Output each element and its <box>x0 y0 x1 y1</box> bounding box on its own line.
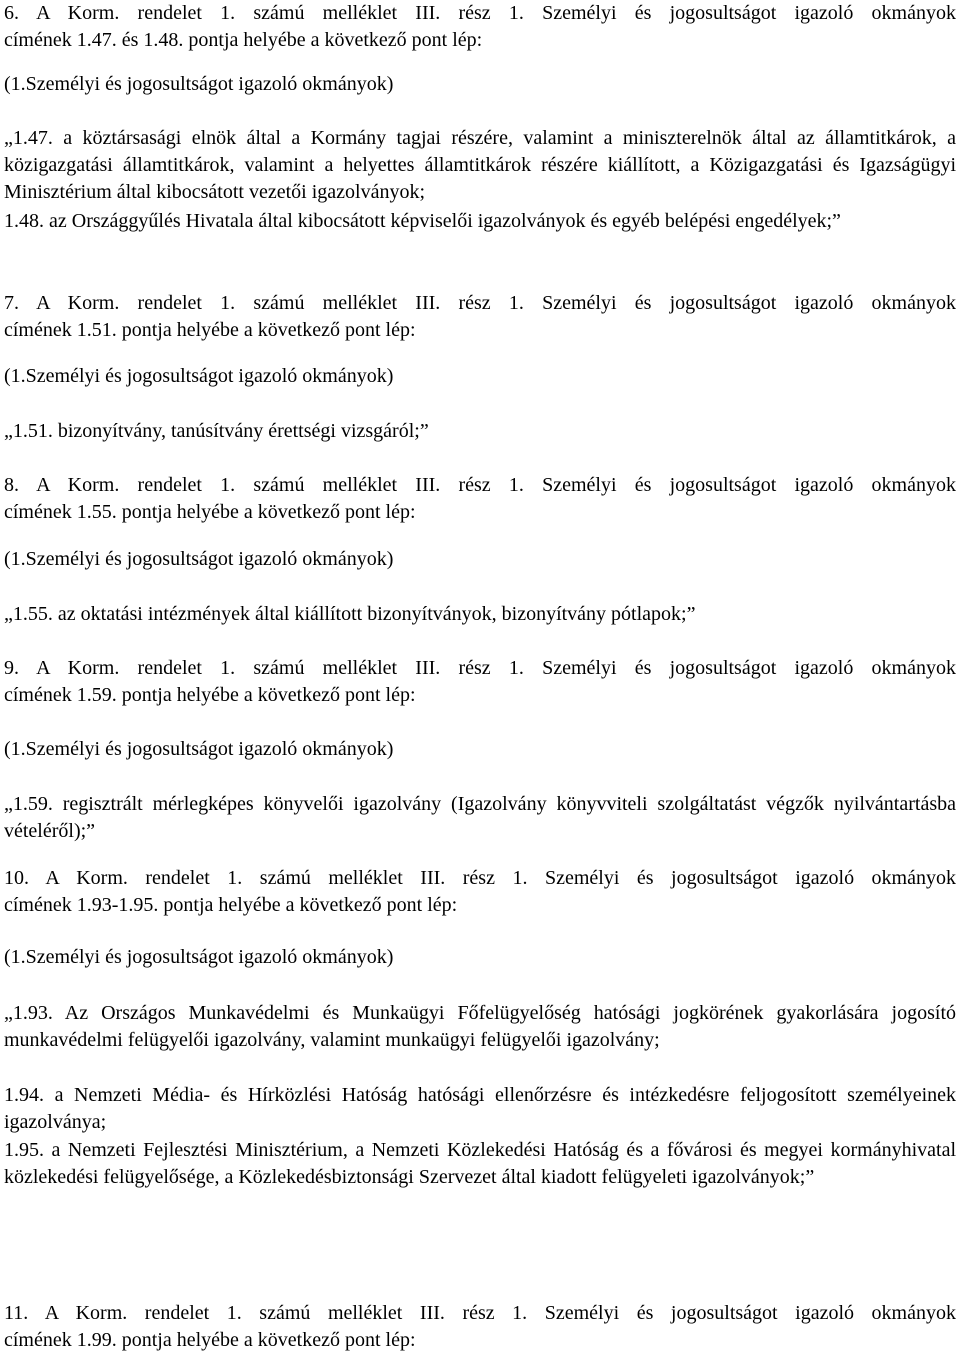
section-9 <box>4 655 956 709</box>
list-item: „1.55. az oktatási intézmények által kiállított bizonyítványok, bizonyítvány pótlapok;” <box>4 603 696 625</box>
section-subtitle: (1.Személyi és jogosultságot igazoló okmányok) <box>4 946 394 968</box>
section-heading-line2: címének 1.55. pontja helyébe a következő pont lép: <box>4 501 416 523</box>
section-subtitle: (1.Személyi és jogosultságot igazoló okmányok) <box>4 548 394 570</box>
section-heading <box>4 0 956 54</box>
section-heading-line1: 8. A Korm. rendelet 1. számú melléklet III. rész 1. Személyi és jogosultságot igazoló okmányok <box>4 474 956 496</box>
list-item: „1.51. bizonyítvány, tanúsítvány érettségi vizsgáról;” <box>4 420 429 442</box>
section-heading-line1: 7. A Korm. rendelet 1. számú melléklet III. rész 1. Személyi és jogosultságot igazoló okmányok <box>4 292 956 314</box>
section-heading-line1: 10. A Korm. rendelet 1. számú melléklet III. rész 1. Személyi és jogosultságot igazoló okmányok <box>4 867 956 889</box>
list-item: 1.48. az Országgyűlés Hivatala által kibocsátott képviselői igazolványok és egyéb belépési engedélyek;” <box>4 210 841 232</box>
section-subtitle: (1.Személyi és jogosultságot igazoló okmányok) <box>4 73 394 95</box>
section-8 <box>4 472 956 526</box>
section-heading <box>4 865 956 919</box>
section-heading-line2: címének 1.93-1.95. pontja helyébe a következő pont lép: <box>4 894 458 916</box>
section-heading-line2: címének 1.99. pontja helyébe a következő pont lép: <box>4 1329 416 1351</box>
section-subtitle: (1.Személyi és jogosultságot igazoló okmányok) <box>4 738 394 760</box>
section-heading-line1: 11. A Korm. rendelet 1. számú melléklet III. rész 1. Személyi és jogosultságot igazoló okmányok <box>4 1302 956 1324</box>
section-6 <box>4 0 956 54</box>
section-heading-line2: címének 1.47. és 1.48. pontja helyébe a következő pont lép: <box>4 29 483 51</box>
section-heading <box>4 290 956 344</box>
list-item: „1.59. regisztrált mérlegképes könyvelői igazolvány (Igazolvány könyvviteli szolgáltatást végzők nyilvántartásba vételéről);” <box>4 793 956 842</box>
section-subtitle: (1.Személyi és jogosultságot igazoló okmányok) <box>4 365 394 387</box>
section-7 <box>4 290 956 344</box>
section-heading-line2: címének 1.59. pontja helyébe a következő pont lép: <box>4 684 416 706</box>
section-heading <box>4 1300 956 1354</box>
section-heading-line2: címének 1.51. pontja helyébe a következő pont lép: <box>4 319 416 341</box>
list-item: „1.93. Az Országos Munkavédelmi és Munkaügyi Főfelügyelőség hatósági jogkörének gyakorlására jogosító munkavédelmi felügyelői igazolvány, valamint munkaügyi felügyelői igazolvány; <box>4 1002 956 1051</box>
list-item: 1.95. a Nemzeti Fejlesztési Minisztérium, a Nemzeti Közlekedési Hatóság és a fővárosi és megyei kormányhivatal közlekedési felügyelősége, a Közlekedésbiztonsági Szervezet által kiadott felügyeleti igazolványok;” <box>4 1139 956 1188</box>
section-heading <box>4 472 956 526</box>
section-11 <box>4 1300 956 1354</box>
list-item: 1.94. a Nemzeti Média- és Hírközlési Hatóság hatósági ellenőrzésre és intézkedésre feljogosított személyeinek igazolványa; <box>4 1084 956 1133</box>
list-item: „1.47. a köztársasági elnök által a Kormány tagjai részére, valamint a miniszterelnök által az államtitkárok, a közigazgatási államtitkárok, valamint a helyettes államtitkárok részére kiállított, a Közigazgatási és Igazságügyi Minisztérium által kibocsátott vezetői igazolványok; <box>4 127 956 203</box>
section-heading-line1: 6. A Korm. rendelet 1. számú melléklet III. rész 1. Személyi és jogosultságot igazoló okmányok <box>4 2 956 24</box>
section-heading-line1: 9. A Korm. rendelet 1. számú melléklet III. rész 1. Személyi és jogosultságot igazoló okmányok <box>4 657 956 679</box>
section-10 <box>4 865 956 919</box>
section-heading <box>4 655 956 709</box>
